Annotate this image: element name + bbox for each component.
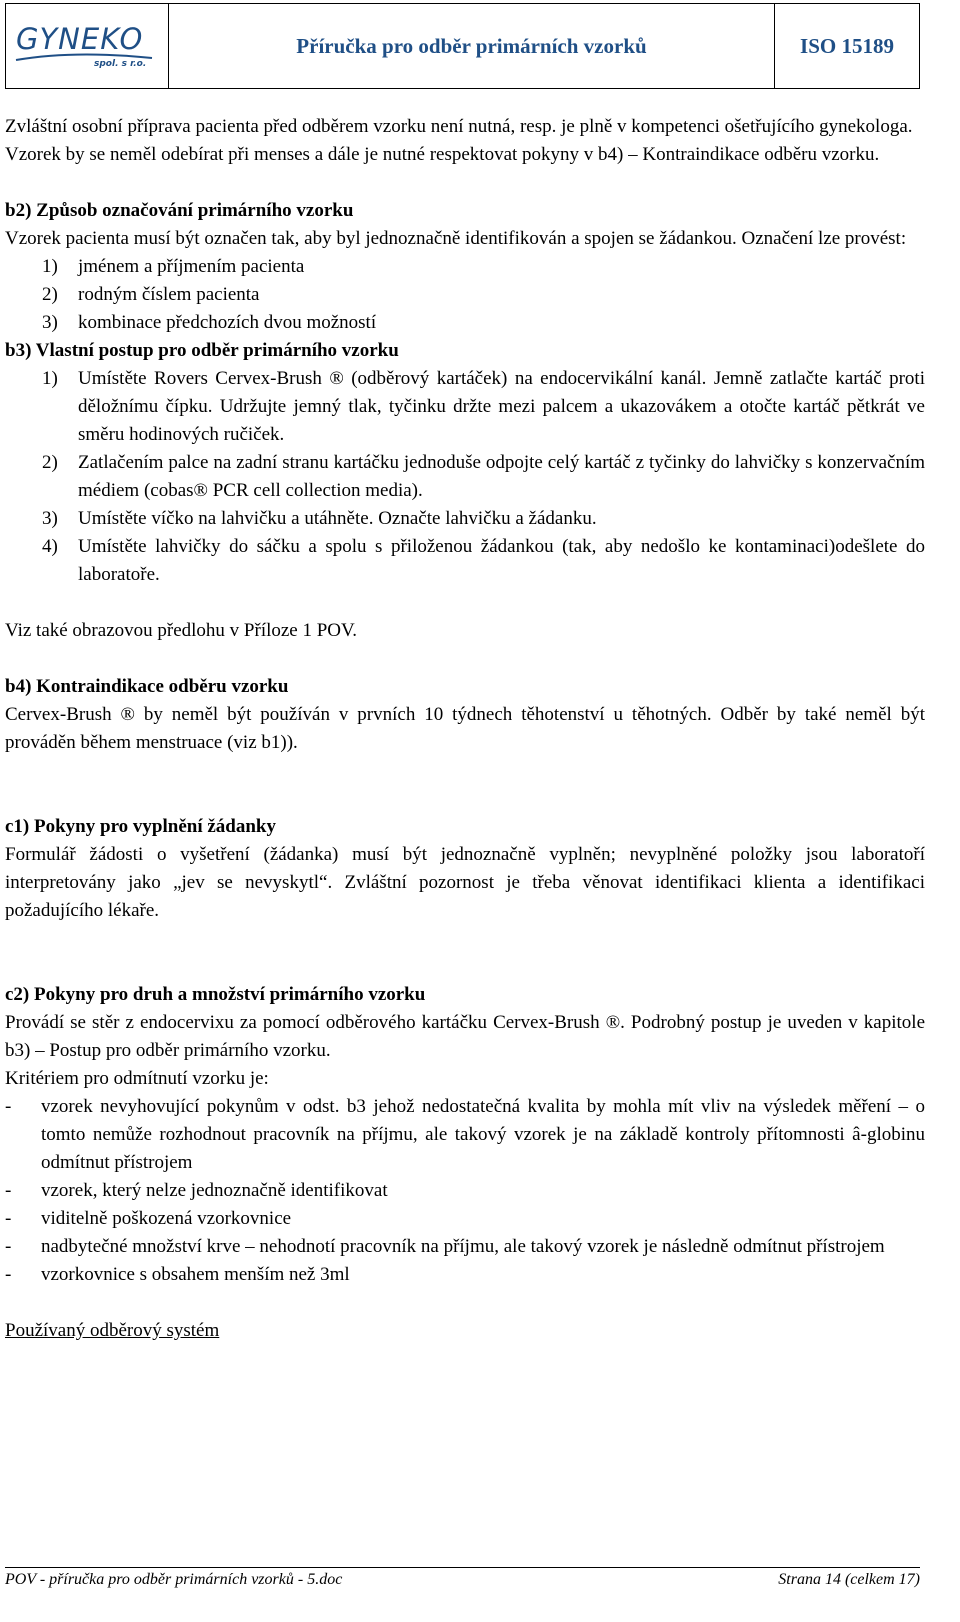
criteria-list bbox=[5, 1093, 925, 1289]
intro-paragraph-2: Vzorek by se neměl odebírat při menses a dále je nutné respektovat pokyny v b4) – Kontraindikace odběru vzorku. bbox=[5, 144, 880, 165]
list-item: 2) Zatlačením palce na zadní stranu kartáčku jednoduše odpojte celý kartáč z tyčinky do lahvičky s konzervačním médiem (cobas® PCR cell collection media). bbox=[42, 452, 925, 501]
list-item: 3) kombinace předchozích dvou možností bbox=[42, 312, 377, 333]
section-b2-heading: b2) Způsob označování primárního vzorku bbox=[5, 200, 354, 221]
list-item: - viditelně poškozená vzorkovnice bbox=[5, 1208, 292, 1229]
list-item: - vzorek nevyhovující pokynům v odst. b3 jehož nedostatečná kvalita by mohla mít vliv na výsledek měření – o tomto nemůže rozhodnout pracovník na příjmu, ale takový vzorek je na základě kontroly přítomnosti â-globinu odmítnut přístrojem bbox=[5, 1096, 925, 1173]
list-item: - nadbytečné množství krve – nehodnotí pracovník na příjmu, ale takový vzorek je následně odmítnut přístrojem bbox=[5, 1236, 885, 1257]
section-b3-heading: b3) Vlastní postup pro odběr primárního vzorku bbox=[5, 340, 399, 361]
criteria-label: Kritériem pro odmítnutí vzorku je: bbox=[5, 1068, 269, 1089]
list-item: 4) Umístěte lahvičky do sáčku a spolu s přiloženou žádankou (tak, aby nedošlo ke kontaminaci)odešlete do laboratoře. bbox=[42, 536, 925, 585]
list-item: 1) Umístěte Rovers Cervex-Brush ® (odběrový kartáček) na endocervikální kanál. Jemně zatlačte kartáč proti děložnímu čípku. Udržujte jemný tlak, tyčinku držte mezi palcem a ukazovákem a otočte kartáč pětkrát ve směru hodinových ručiček. bbox=[42, 368, 925, 445]
section-b4-heading: b4) Kontraindikace odběru vzorku bbox=[5, 676, 289, 697]
see-also-text: Viz také obrazovou předlohu v Příloze 1 POV. bbox=[5, 620, 358, 641]
list-item: 1) jménem a příjmením pacienta bbox=[42, 256, 305, 277]
intro-paragraph-1: Zvláštní osobní příprava pacienta před odběrem vzorku není nutná, resp. je plně v kompetenci ošetřujícího gynekologa. bbox=[5, 116, 913, 137]
section-b2-text: Vzorek pacienta musí být označen tak, aby byl jednoznačně identifikován a spojen se žádankou. Označení lze provést: bbox=[5, 228, 907, 249]
logo-name: GYNEKO bbox=[16, 22, 144, 56]
list-item: 2) rodným číslem pacienta bbox=[42, 284, 260, 305]
section-b4-text: Cervex-Brush ® by neměl být používán v prvních 10 týdnech těhotenství u těhotných. Odběr by také neměl být prováděn během menstruace (viz b1)). bbox=[5, 704, 925, 753]
list-item: - vzorkovnice s obsahem menším než 3ml bbox=[5, 1264, 350, 1285]
document-header bbox=[5, 3, 920, 89]
header-iso: ISO 15189 bbox=[800, 33, 894, 58]
b2-list bbox=[5, 253, 925, 337]
logo-subtitle: spol. s r.o. bbox=[94, 59, 147, 69]
header-title: Příručka pro odběr primárních vzorků bbox=[169, 4, 775, 88]
footer-page-number: Strana 14 (celkem 17) bbox=[778, 1571, 920, 1588]
section-c2-heading: c2) Pokyny pro druh a množství primárního vzorku bbox=[5, 984, 426, 1005]
footer-filename: POV - příručka pro odběr primárních vzorků - 5.doc bbox=[5, 1571, 343, 1588]
sampling-system-heading: Používaný odběrový systém bbox=[5, 1320, 220, 1341]
list-item: - vzorek, který nelze jednoznačně identifikovat bbox=[5, 1180, 388, 1201]
document-body bbox=[5, 113, 925, 1345]
document-footer bbox=[5, 1567, 920, 1589]
section-c1-text: Formulář žádosti o vyšetření (žádanka) musí být jednoznačně vyplněn; nevyplněné položky jsou laboratoří interpretovány jako „jev se nevyskytl“. Zvláštní pozornost je třeba věnovat identifikaci klienta a identifikaci požadujícího lékaře. bbox=[5, 844, 925, 921]
company-logo bbox=[6, 4, 169, 88]
b3-list bbox=[5, 365, 925, 589]
list-item: 3) Umístěte víčko na lahvičku a utáhněte. Označte lahvičku a žádanku. bbox=[42, 508, 597, 529]
section-c1-heading: c1) Pokyny pro vyplnění žádanky bbox=[5, 816, 276, 837]
section-c2-text: Provádí se stěr z endocervixu za pomocí odběrového kartáčku Cervex-Brush ®. Podrobný postup je uveden v kapitole b3) – Postup pro odběr primárního vzorku. bbox=[5, 1012, 925, 1061]
